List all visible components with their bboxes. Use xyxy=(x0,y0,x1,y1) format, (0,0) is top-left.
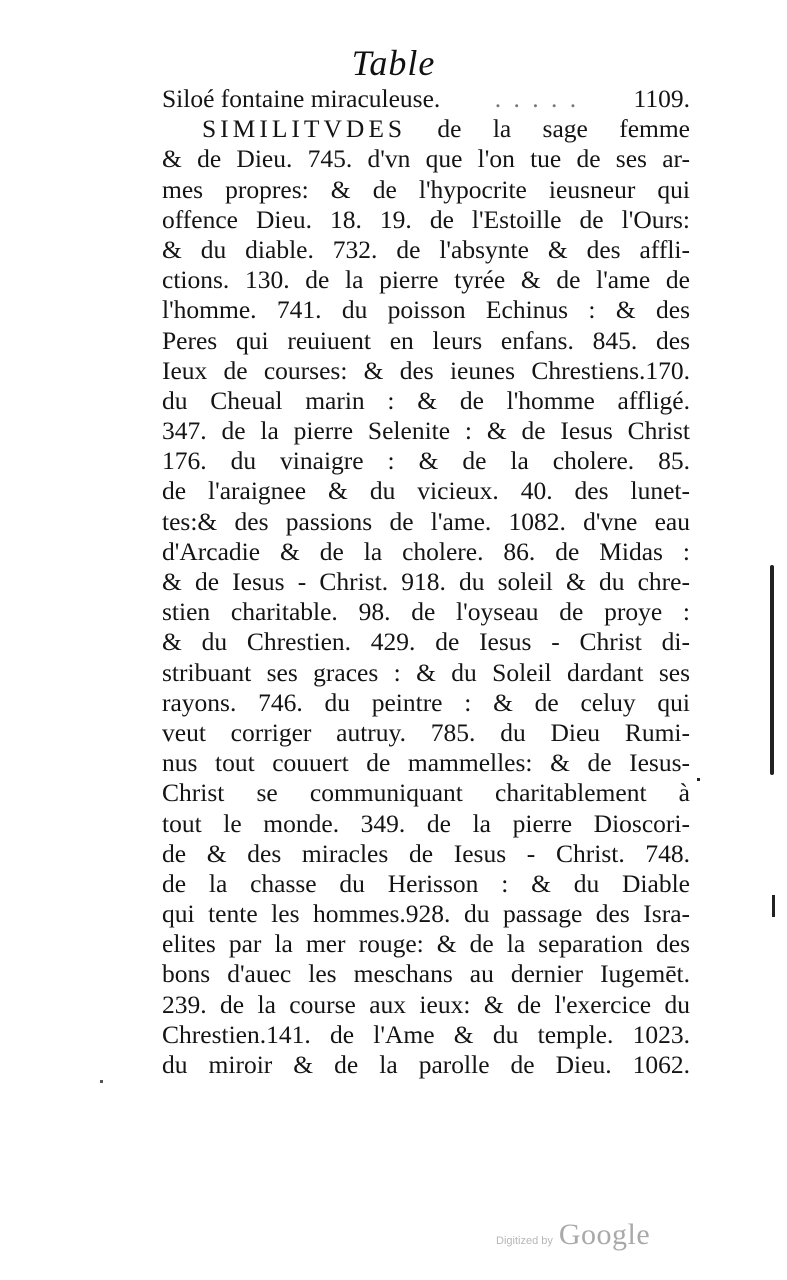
text-line: Peres qui reuiuent en leurs enfans. 845. des xyxy=(162,325,690,355)
text-line: stien charitable. 98. de l'oyseau de proye : xyxy=(162,597,690,627)
entry-heading-leader: . . . . . xyxy=(494,84,580,113)
text-line: & du diable. 732. de l'absynte & des affli- xyxy=(162,234,690,264)
scan-margin-mark xyxy=(770,565,774,775)
index-text-block xyxy=(162,84,690,1080)
text-line: stribuant ses graces : & du Soleil dardant ses xyxy=(162,657,690,687)
text-line-1 xyxy=(162,114,690,144)
text-line: mes propres: & de l'hypocrite ieusneur qui xyxy=(162,174,690,204)
text-line: l'homme. 741. du poisson Echinus : & des xyxy=(162,295,690,325)
text-line: ctions. 130. de la pierre tyrée & de l'ame de xyxy=(162,265,690,295)
entry-heading-text: Siloé fontaine miraculeuse. xyxy=(162,84,441,113)
digitized-by-google-watermark xyxy=(496,1218,650,1252)
text-line: veut corriger autruy. 785. du Dieu Rumi- xyxy=(162,717,690,747)
text-line: Ieux de courses: & des ieunes Chrestiens.170. xyxy=(162,355,690,385)
text-line: nus tout couuert de mammelles: & de Iesus- xyxy=(162,748,690,778)
text-line: de la chasse du Herisson : & du Diable xyxy=(162,868,690,898)
running-head: Table xyxy=(351,43,436,83)
text-line: bons d'auec les meschans au dernier Iugemēt. xyxy=(162,959,690,989)
text-line: elites par la mer rouge: & de la separation des xyxy=(162,929,690,959)
google-logo: Google xyxy=(558,1218,651,1251)
text-line: & de Iesus - Christ. 918. du soleil & du chre- xyxy=(162,567,690,596)
text-line: Chrestien.141. de l'Ame & du temple. 1023. xyxy=(162,1019,690,1049)
entry-heading-page: 1109. xyxy=(633,84,690,113)
similitudes-heading: SIMILITVDES xyxy=(202,114,407,144)
text-line: de & des miracles de Iesus - Christ. 748. xyxy=(162,838,690,868)
text-line-1-rest: de la sage femme xyxy=(406,114,690,144)
text-line: 176. du vinaigre : & de la cholere. 85. xyxy=(162,446,690,476)
text-line: & de Dieu. 745. d'vn que l'on tue de ses ar- xyxy=(162,144,690,174)
text-line: Christ se communiquant charitablement à xyxy=(162,778,690,808)
watermark-prefix: Digitized by xyxy=(496,1235,553,1247)
text-line: 347. de la pierre Selenite : & de Iesus Christ xyxy=(162,416,690,446)
text-line: rayons. 746. du peintre : & de celuy qui xyxy=(162,687,690,717)
text-line: & du Chrestien. 429. de Iesus - Christ di- xyxy=(162,627,690,657)
text-line: d'Arcadie & de la cholere. 86. de Midas : xyxy=(162,536,690,566)
text-line: du Cheual marin : & de l'homme affligé. xyxy=(162,385,690,415)
text-line: du miroir & de la parolle de Dieu. 1062. xyxy=(162,1050,690,1079)
scan-margin-mark xyxy=(772,895,775,917)
scan-margin-mark xyxy=(100,1080,103,1083)
entry-heading-line xyxy=(162,84,690,114)
text-line: 239. de la course aux ieux: & de l'exercice du xyxy=(162,989,690,1019)
scan-margin-mark xyxy=(697,778,700,781)
text-line: tes:& des passions de l'ame. 1082. d'vne eau xyxy=(162,506,690,536)
text-line: de l'araignee & du vicieux. 40. des lunet- xyxy=(162,476,690,506)
text-line: offence Dieu. 18. 19. de l'Estoille de l'Ours: xyxy=(162,204,690,234)
text-line: qui tente les hommes.928. du passage des Isra- xyxy=(162,899,690,929)
text-line: tout le monde. 349. de la pierre Dioscori- xyxy=(162,808,690,838)
